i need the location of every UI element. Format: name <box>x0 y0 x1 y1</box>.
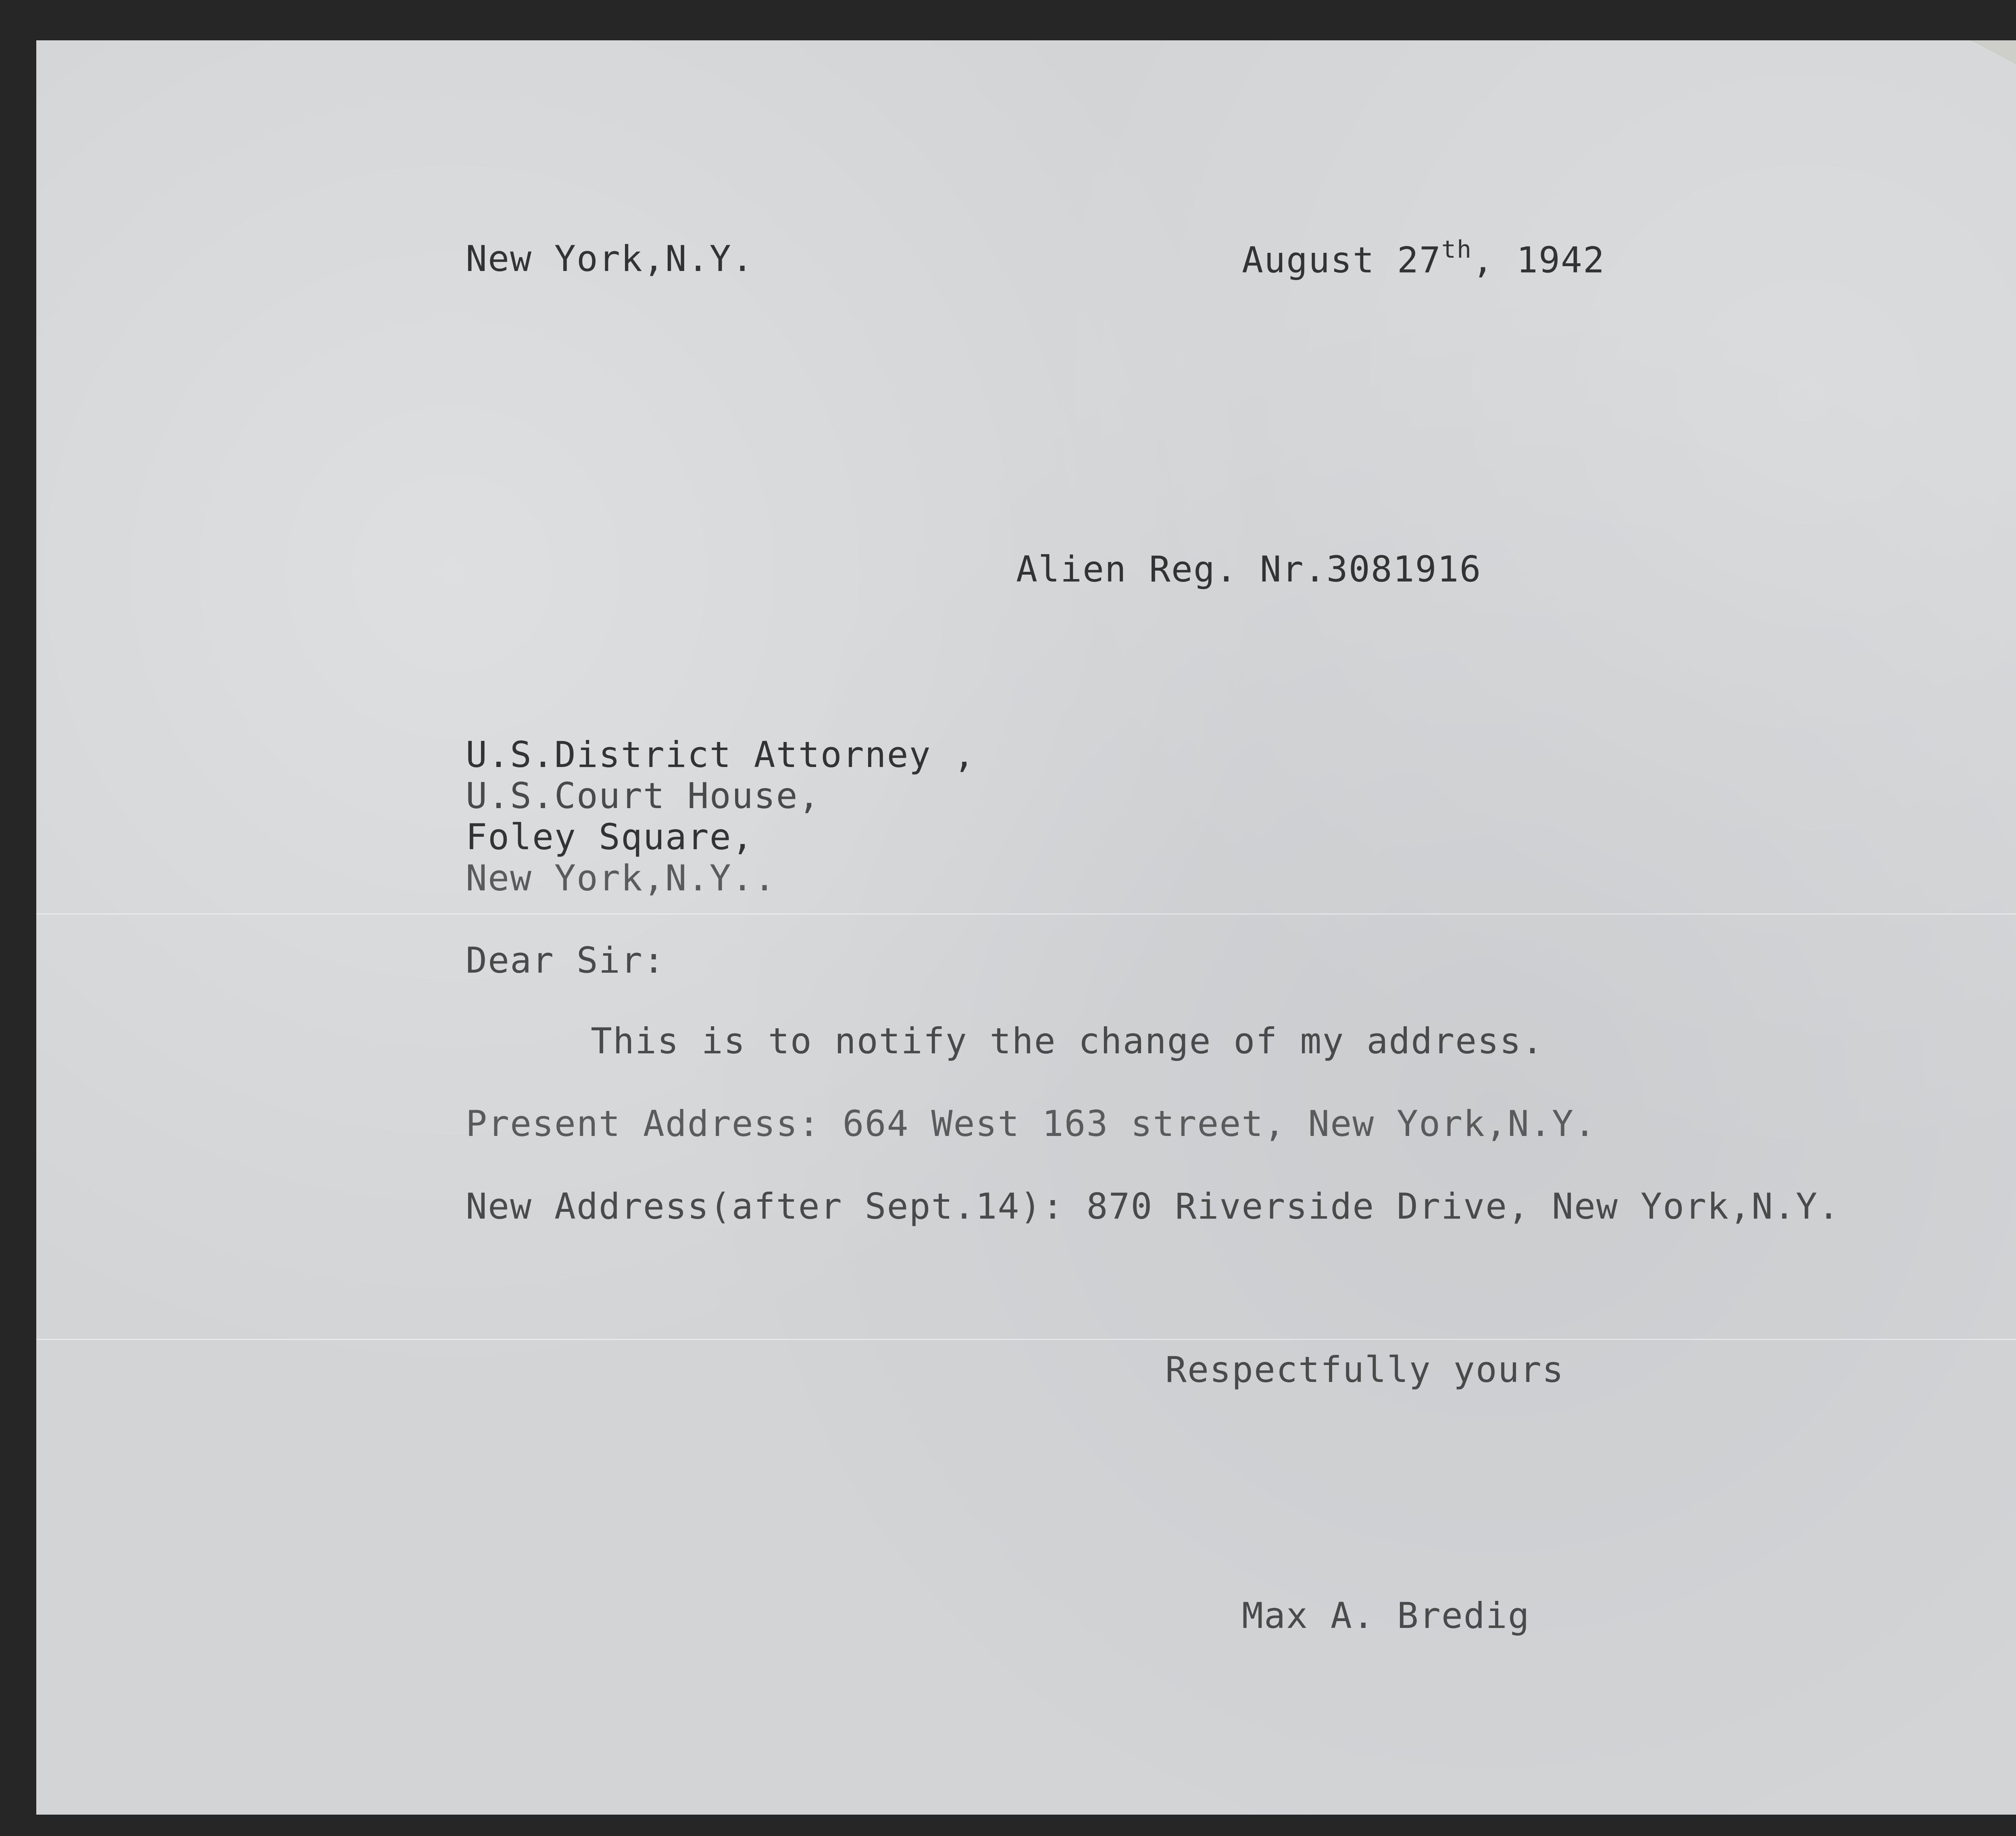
signature-name: Max A. Bredig <box>1242 1595 1530 1636</box>
date-year: , 1942 <box>1472 239 1605 281</box>
present-address: Present Address: 664 West 163 street, New York,N.Y. <box>466 1103 1597 1144</box>
fold-crease-lower <box>36 1339 2016 1340</box>
new-address: New Address(after Sept.14): 870 Riverside Drive, New York,N.Y. <box>466 1186 1840 1227</box>
letter-paper <box>36 40 2016 1815</box>
closing: Respectfully yours <box>1165 1349 1564 1390</box>
recipient-line-4: New York,N.Y.. <box>466 857 776 899</box>
folded-corner <box>1972 40 2016 117</box>
letter-date <box>1242 235 1605 281</box>
alien-registration-number: Alien Reg. Nr.3081916 <box>1016 548 1482 590</box>
recipient-line-2: U.S.Court House, <box>466 775 821 817</box>
date-suffix: th <box>1441 235 1472 264</box>
recipient-line-1: U.S.District Attorney , <box>466 734 976 775</box>
recipient-line-3: Foley Square, <box>466 816 754 858</box>
letter-place: New York,N.Y. <box>466 238 754 279</box>
body-text: This is to notify the change of my address. <box>591 1020 1544 1062</box>
salutation: Dear Sir: <box>466 940 665 981</box>
date-month-day: August 27 <box>1242 239 1441 281</box>
fold-crease-upper <box>36 913 2016 915</box>
